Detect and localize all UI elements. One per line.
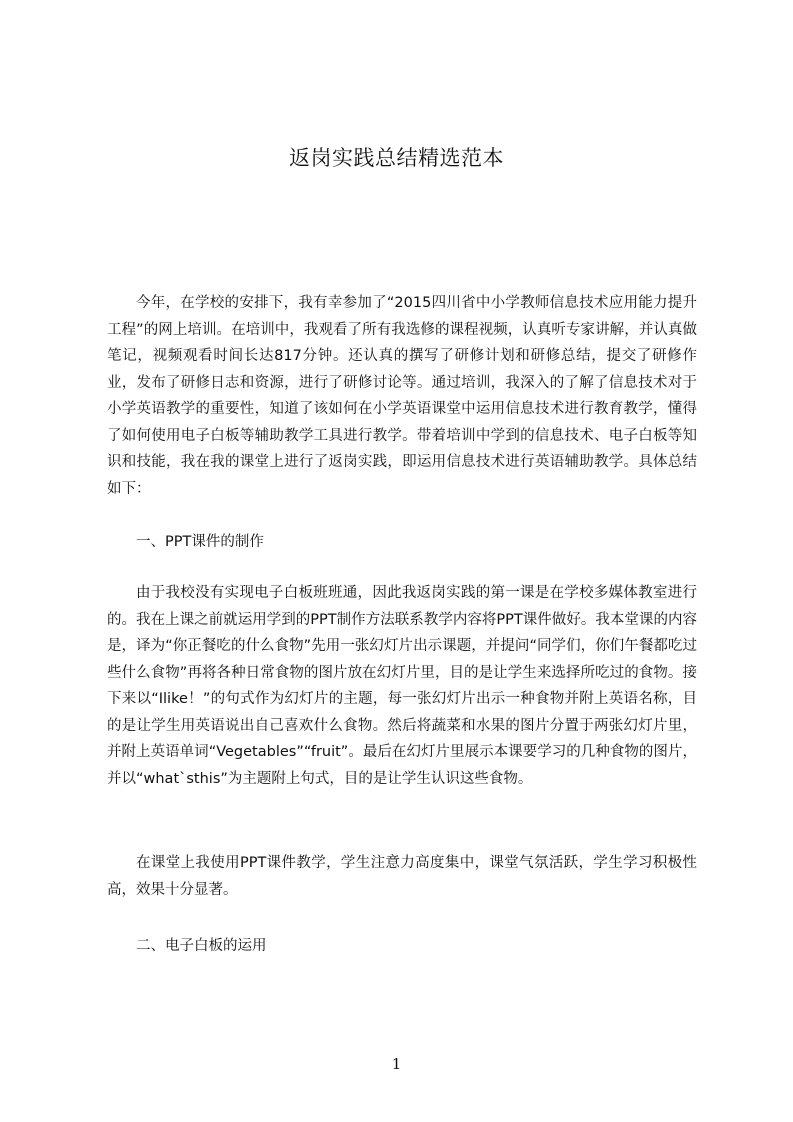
- section-heading-whiteboard: 二、电子白板的运用: [136, 938, 267, 954]
- page-number: 1: [391, 1055, 402, 1073]
- section-heading-ppt: 一、PPT课件的制作: [136, 534, 264, 550]
- document-title: 返岗实践总结精选范本: [289, 146, 504, 170]
- paragraph-ppt-result: 在课堂上我使用PPT课件教学，学生注意力高度集中，课堂气氛活跃，学生学习积极性高，效果十分显著。: [107, 855, 697, 898]
- paragraph-intro: 今年，在学校的安排下，我有幸参加了“2015四川省中小学教师信息技术应用能力提升工程”的网上培训。在培训中，我观看了所有我选修的课程视频，认真听专家讲解，并认真做笔记，视频观看时间长达817分钟。还认真的撰写了研修计划和研修总结，提交了研修作业，发布了研修日志和资源，进行了研修讨论等。通过培训，我深入的了解了信息技术对于小学英语教学的重要性，知道了该如何在小学英语课堂中运用信息技术进行教育教学，懂得了如何使用电子白板等辅助教学工具进行教学。带着培训中学到的信息技术、电子白板等知识和技能，我在我的课堂上进行了返岗实践，即运用信息技术进行英语辅助教学。具体总结如下：: [107, 295, 697, 497]
- paragraph-ppt-details: 由于我校没有实现电子白板班班通，因此我返岗实践的第一课是在学校多媒体教室进行的。我在上课之前就运用学到的PPT制作方法联系教学内容将PPT课件做好。我本堂课的内容是，译为“你正餐吃的什么食物”先用一张幻灯片出示课题，并提问“同学们，你们午餐都吃过些什么食物”再将各种日常食物的图片放在幻灯片里，目的是让学生来选择所吃过的食物。接下来以“Ilike！”的句式作为幻灯片的主题，每一张幻灯片出示一种食物并附上英语名称，目的是让学生用英语说出自己喜欢什么食物。然后将蔬菜和水果的图片分置于两张幻灯片里，并附上英语单词“Vegetables”“fruit”。最后在幻灯片里展示本课要学习的几种食物的图片，并以“what`sthis”为主题附上句式，目的是让学生认识这些食物。: [107, 585, 697, 787]
